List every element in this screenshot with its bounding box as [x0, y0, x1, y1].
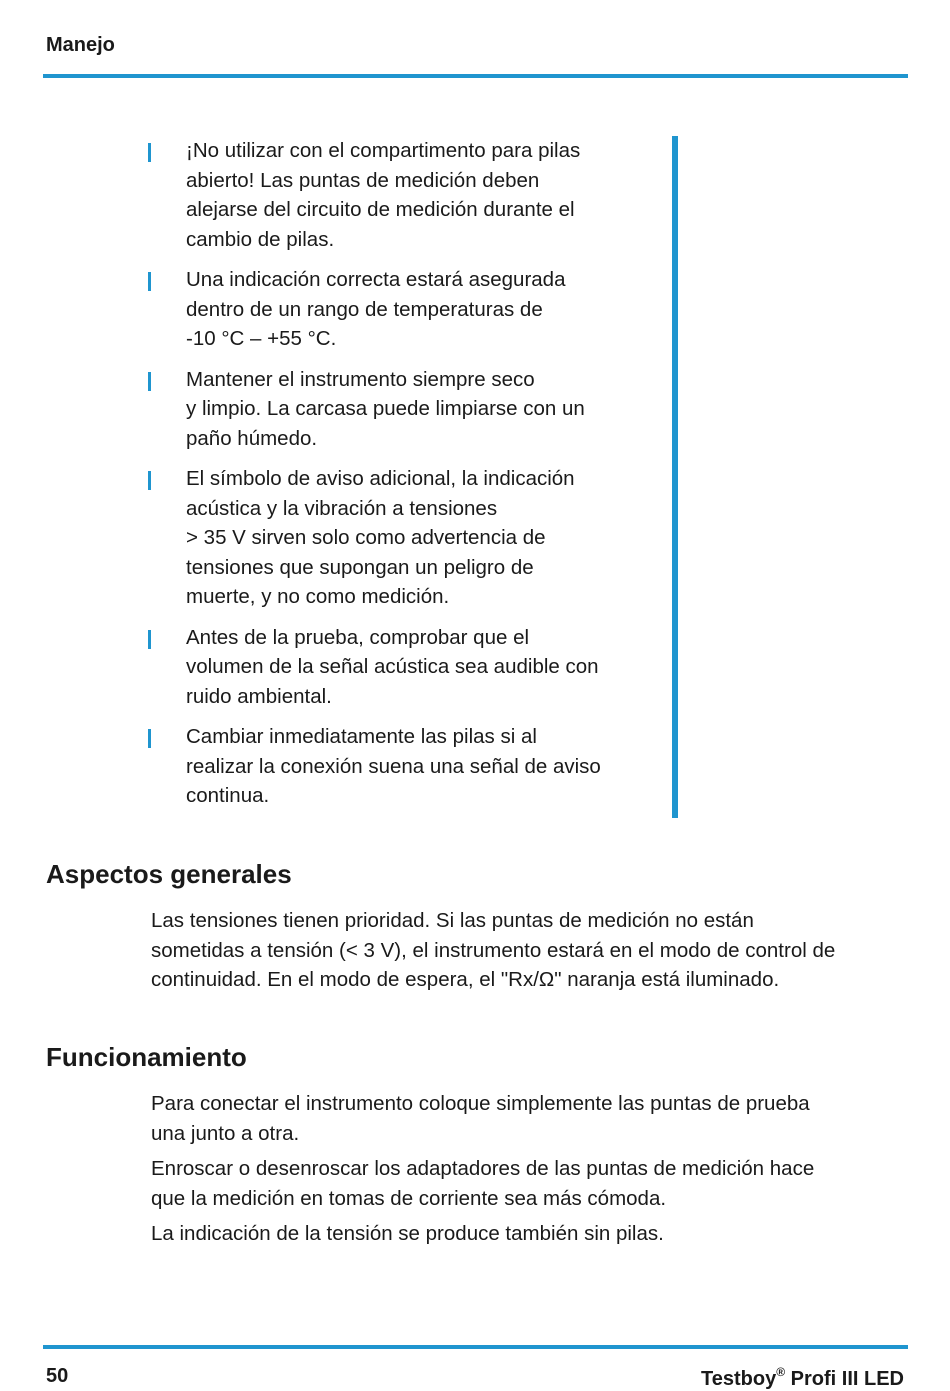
section-body-operation — [151, 1089, 911, 1255]
product-model: Profi III LED — [785, 1368, 904, 1390]
brand-name: Testboy — [701, 1368, 777, 1390]
section-heading-operation: Funcionamiento — [46, 1042, 247, 1072]
section-body-general — [151, 906, 911, 1001]
list-item-text: Una indicación correcta estará asegurada dentro de un rango de temperaturas de -10 °C – +55 °C. — [186, 268, 566, 350]
list-item — [148, 365, 678, 454]
list-item-text: El símbolo de aviso adicional, la indicación acústica y la vibración a tensiones > 35 V sirven solo como advertencia de tensiones que supongan un peligro de muerte, y no como medición. — [186, 467, 575, 608]
paragraph: Enroscar o desenroscar los adaptadores de las puntas de medición hace que la medición en tomas de corriente sea más cómoda. — [151, 1157, 815, 1210]
list-item-text: Mantener el instrumento siempre seco y limpio. La carcasa puede limpiarse con un paño húmedo. — [186, 367, 585, 450]
paragraph: La indicación de la tensión se produce también sin pilas. — [151, 1222, 664, 1245]
page-header-title: Manejo — [46, 34, 115, 56]
bullet-bar-icon — [148, 272, 151, 291]
header-rule — [43, 74, 908, 78]
bullet-bar-icon — [148, 372, 151, 391]
product-name — [701, 1365, 904, 1391]
list-item-text: ¡No utilizar con el compartimento para pilas abierto! Las puntas de medición deben alejarse del circuito de medición durante el cambio de pilas. — [186, 139, 581, 251]
safety-notes-list — [148, 136, 678, 822]
list-item — [148, 623, 678, 712]
bullet-bar-icon — [148, 471, 151, 490]
bullet-bar-icon — [148, 143, 151, 162]
registered-mark: ® — [776, 1365, 786, 1379]
paragraph: Para conectar el instrumento coloque simplemente las puntas de prueba una junto a otra. — [151, 1092, 810, 1145]
page-number: 50 — [46, 1365, 69, 1387]
list-item — [148, 136, 678, 254]
paragraph: Las tensiones tienen prioridad. Si las puntas de medición no están sometidas a tensión (< 3 V), el instrumento estará en el modo de control de continuidad. En el modo de espera, el "Rx/Ω" naranja está iluminado. — [151, 909, 836, 991]
bullet-bar-icon — [148, 729, 151, 748]
list-item — [148, 464, 678, 612]
list-item — [148, 722, 678, 811]
list-item-text: Antes de la prueba, comprobar que el volumen de la señal acústica sea audible con ruido ambiental. — [186, 625, 599, 708]
bullet-bar-icon — [148, 630, 151, 649]
list-item-text: Cambiar inmediatamente las pilas si al realizar la conexión suena una señal de aviso continua. — [186, 725, 601, 807]
notes-side-bar — [672, 136, 678, 818]
section-heading-general: Aspectos generales — [46, 859, 292, 889]
list-item — [148, 265, 678, 354]
footer-rule — [43, 1345, 908, 1349]
